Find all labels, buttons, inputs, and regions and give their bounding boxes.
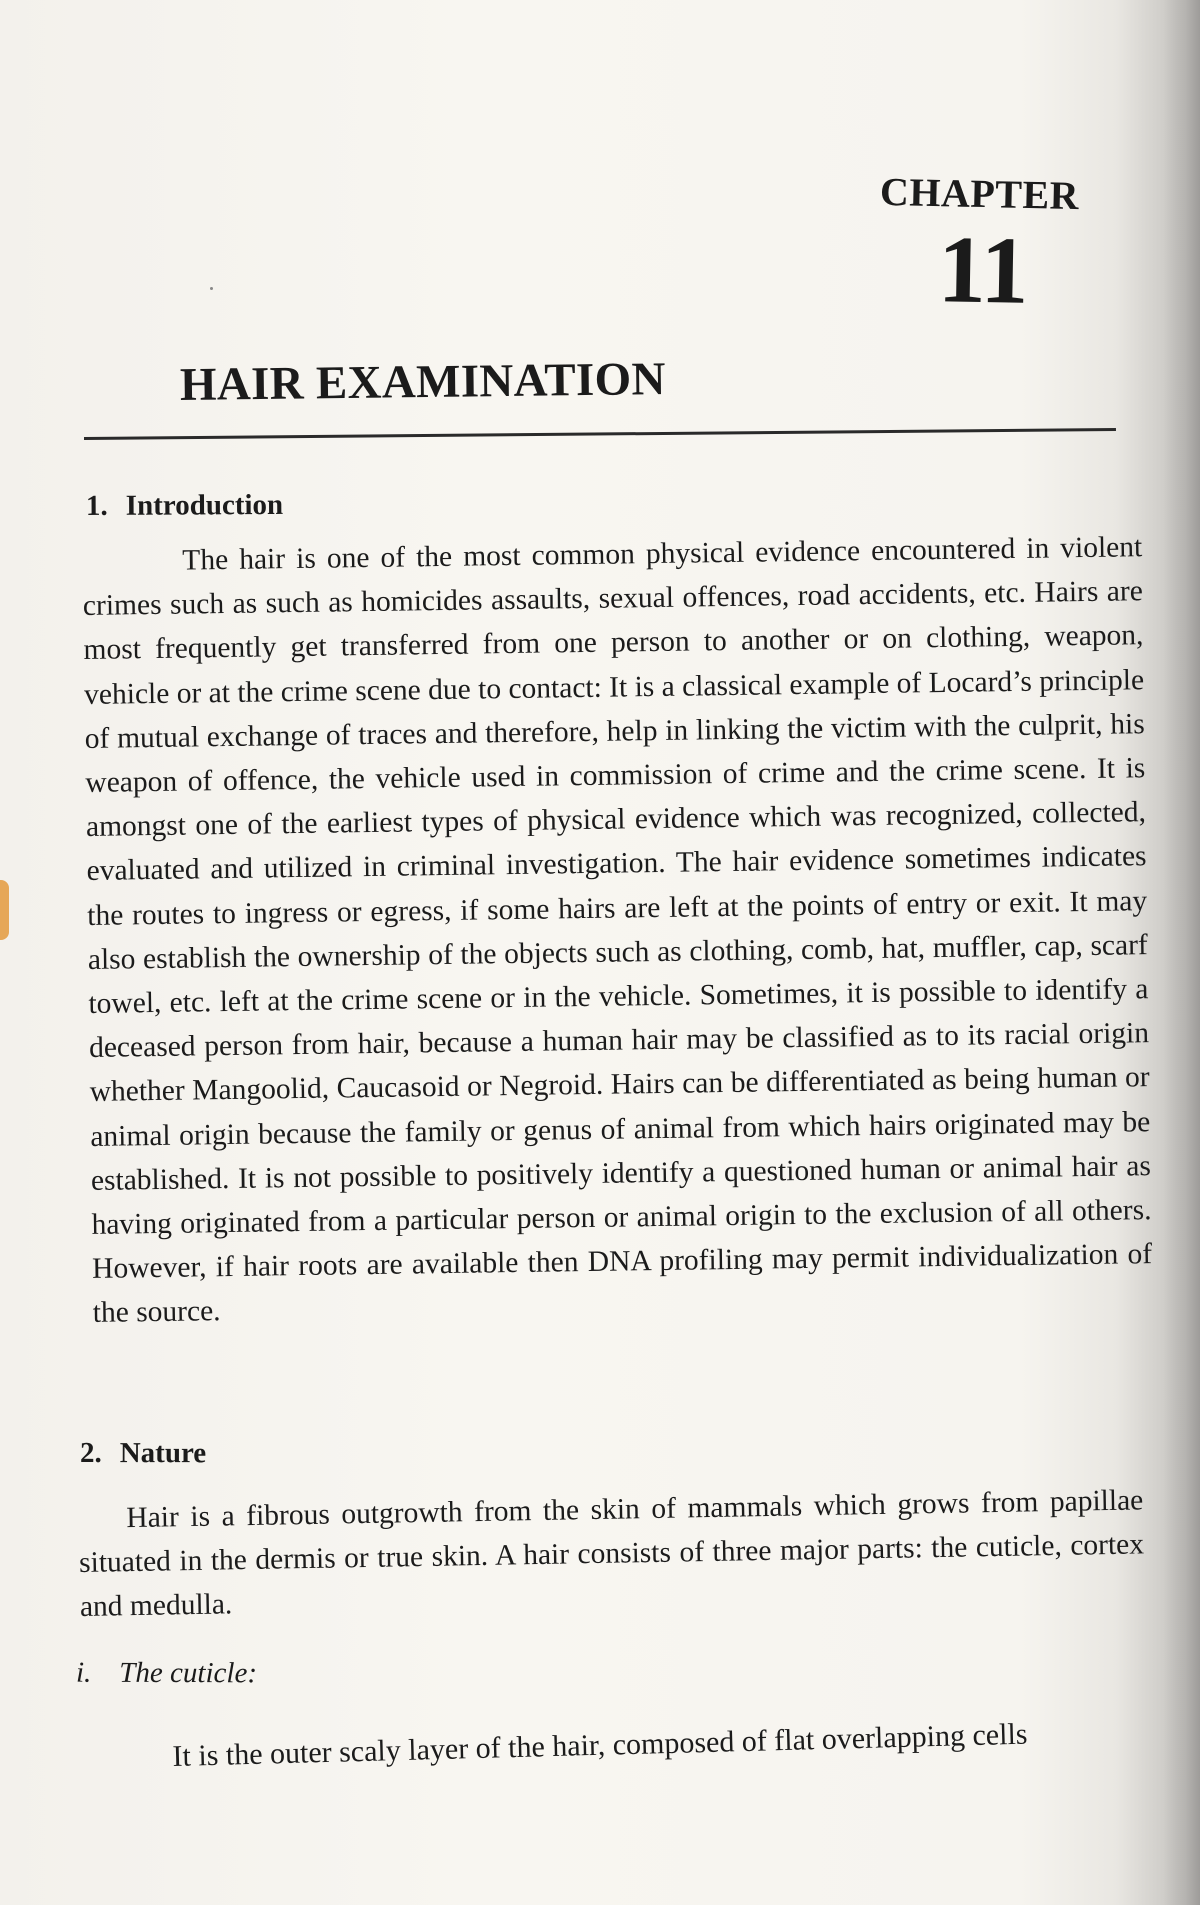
subheading-number: i. [75, 1656, 92, 1689]
subheading-title: The cuticle: [119, 1656, 258, 1690]
section-heading-introduction [86, 489, 283, 523]
nature-body [78, 1478, 1145, 1629]
title-divider [84, 428, 1116, 440]
cuticle-paragraph: It is the outer scaly layer of the hair, composed of flat overlapping cells [172, 1717, 1028, 1773]
nature-paragraph: Hair is a fibrous outgrowth from the skin of mammals which grows from papillae situated in the dermis or true skin. A hair consists of three major parts: the cuticle, cortex and medulla. [78, 1484, 1145, 1624]
introduction-body [82, 525, 1153, 1335]
page-edge-shadow [1164, 0, 1200, 1905]
print-speck [210, 287, 213, 290]
section-number: 2. [79, 1437, 102, 1470]
chapter-label: CHAPTER [879, 168, 1080, 219]
section-title: Nature [119, 1437, 207, 1470]
page-margin-mark [0, 880, 9, 940]
introduction-paragraph: The hair is one of the most common physical evidence encountered in violent crimes such as such as homicides assaults, sexual offences, road accidents, etc. Hairs are most frequently get transferred from one person to another or on clothing, weapon, vehicle or at the crime scene due to contact: It is a classical example of Locard’s principle of mutual exchange of traces and therefore, help in linking the victim with the culprit, his weapon of offence, the vehicle used in commission of crime and the crime scene. It is amongst one of the earliest types of physical evidence which was recognized, collected, evaluated and utilized in criminal investigation. The hair evidence sometimes indicates the routes to ingress or egress, if some hairs are left at the points of entry or exit. It may also establish the ownership of the objects such as clothing, comb, hat, muffler, cap, scarf towel, etc. left at the crime scene or in the vehicle. Sometimes, it is possible to identify a deceased person from hair, because a human hair may be classified as to its racial origin whether Mangoolid, Caucasoid or Negroid. Hairs can be differentiated as being human or animal origin because the family or genus of animal from which hairs originated may be established. It is not possible to positively identify a questioned human or animal hair as having originated from a particular person or animal origin to the exclusion of all others. However, if hair roots are available then DNA profiling may permit individualization of the source. [82, 531, 1153, 1330]
section-title: Introduction [125, 488, 284, 522]
section-number: 1. [85, 489, 108, 522]
subheading-cuticle [76, 1657, 257, 1691]
chapter-title: HAIR EXAMINATION [179, 353, 666, 411]
chapter-number: 11 [937, 215, 1030, 324]
section-heading-nature [80, 1437, 206, 1470]
cuticle-body [172, 1709, 1163, 1779]
